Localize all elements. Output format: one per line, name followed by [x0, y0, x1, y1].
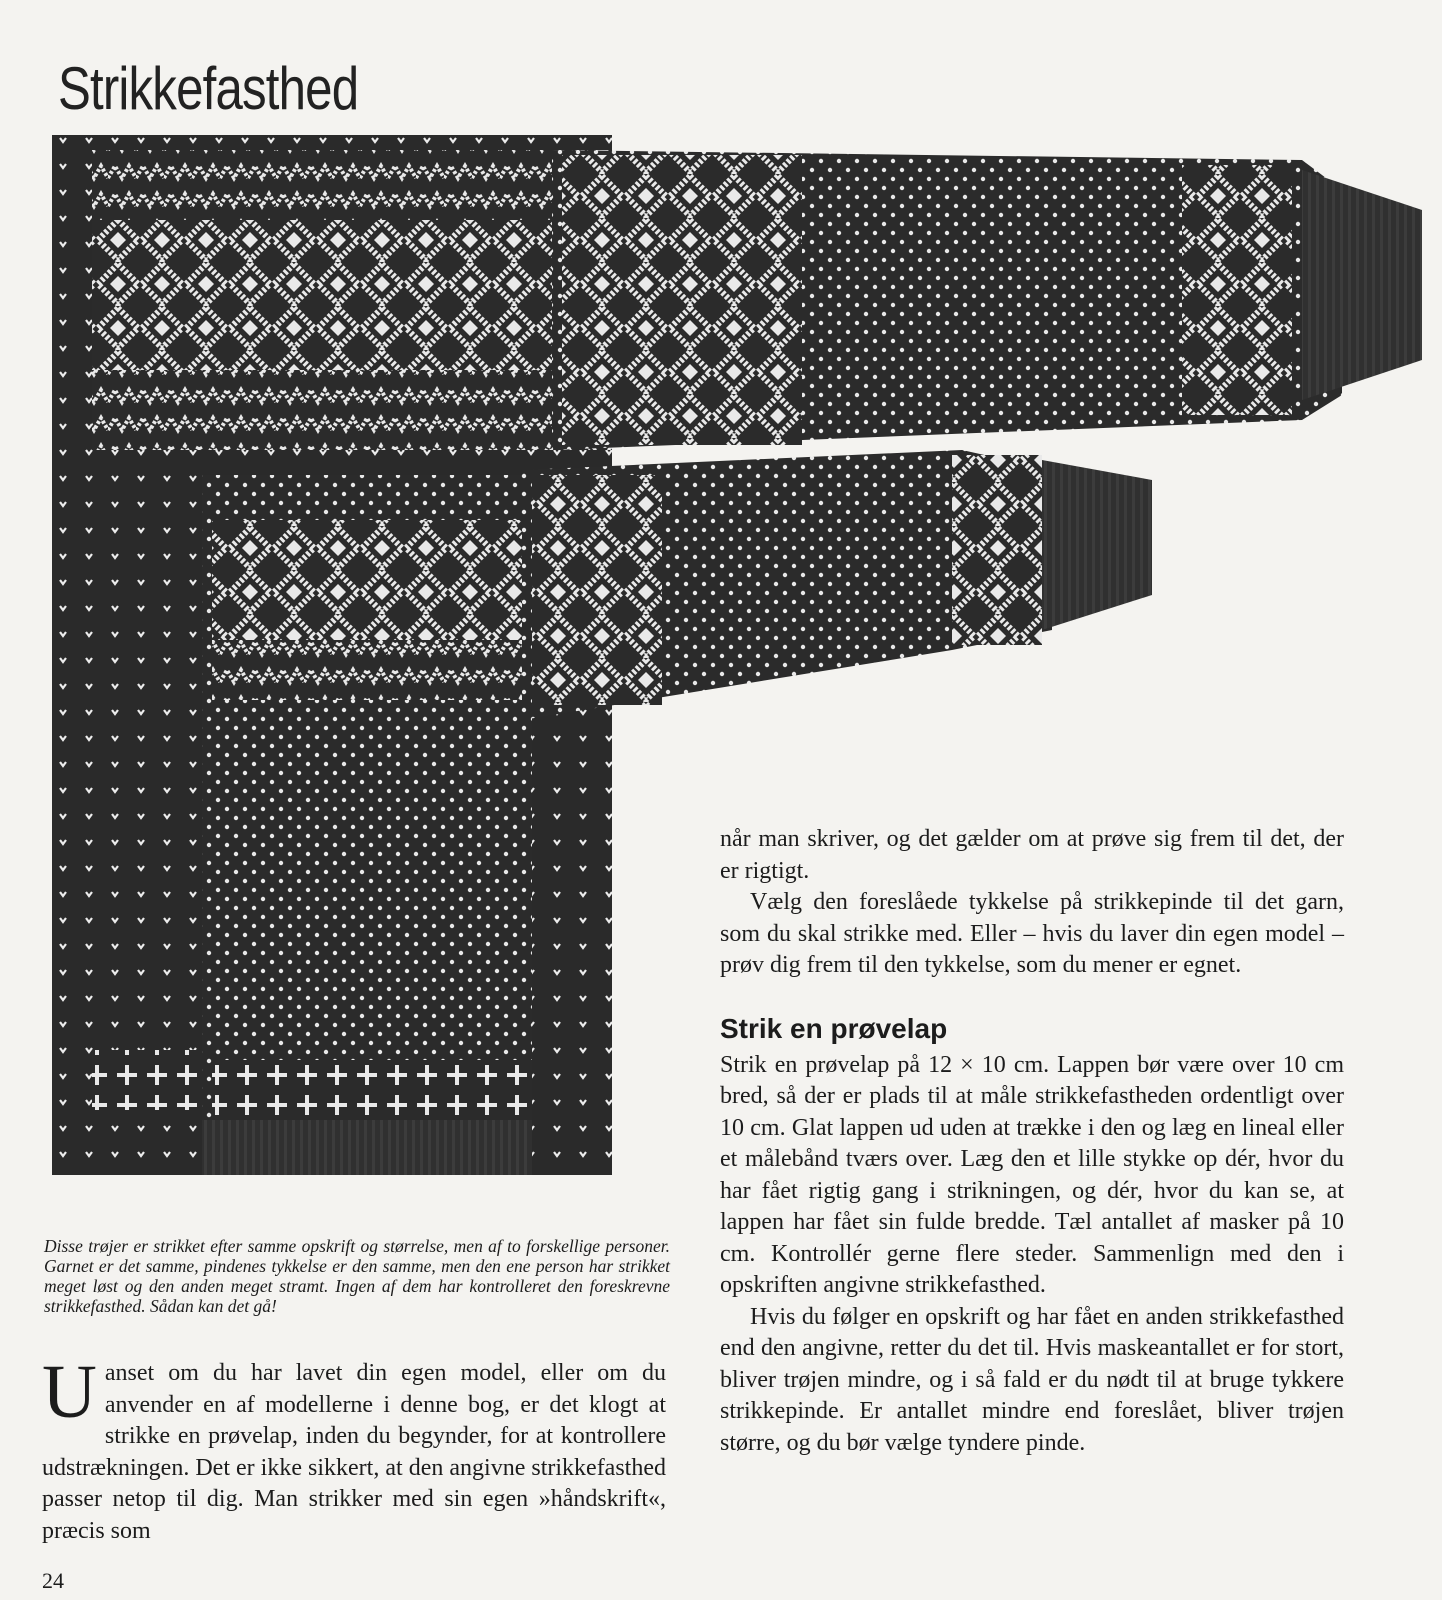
drop-cap: U — [42, 1350, 97, 1434]
paragraph-continued: når man skriver, og det gælder om at prøve sig frem til det, der er rigtigt. — [720, 826, 1344, 884]
intro-paragraph-text: anset om du har lavet din egen model, eller om du anvender en af modellerne i denne bog, er det klogt at strikke en prøvelap, inden du begynder, for at kontrollere udstrækningen. Det er ikke sikkert, at den angivne strikkefasthed passer netop til dig. Man strikker med sin egen »håndskrift«, præcis som — [42, 1360, 666, 1544]
page-title: Strikkefasthed — [58, 55, 359, 123]
section-heading: Strik en prøvelap — [720, 1012, 948, 1044]
paragraph-adjust: Hvis du følger en opskrift og har fået en anden strikkefasthed end den angivne, retter du det til. Hvis maskeantallet er for stort, bliver trøjen mindre, og i så fald er du nødt til at bruge tykkere strikkepinde. Er antallet mindre end foreslået, bliver trøjen større, og du bør vælge tyndere pinde. — [720, 1303, 1344, 1456]
paragraph-swatch: Strik en prøvelap på 12 × 10 cm. Lappen bør være over 10 cm bred, så der er plads til at måle strikkefastheden ordentligt over 10 cm. Glat lappen ud uden at trække i den og læg en lineal eller et målebånd tværs over. Læg den et lille stykke op dér, hvor du har fået rigtig gang i strikningen, og dér, hvor du kan se, at lappen har fået sin fulde bredde. Tæl antallet af masker på 10 cm. Kontrollér gerne flere steder. Sammenlign med den i opskriften angivne strikkefasthed. — [720, 1051, 1344, 1298]
left-column — [42, 1350, 666, 1547]
paragraph-needle-size: Vælg den foreslåede tykkelse på strikkepinde til det garn, som du skal strikke med. Eller – hvis du laver din egen model – prøv dig frem til den tykkelse, som du mener er egnet. — [720, 889, 1344, 978]
intro-paragraph — [42, 1350, 666, 1547]
figure-caption: Disse trøjer er strikket efter samme opskrift og størrelse, men af to forskellige personer. Garnet er det samme, pindenes tykkelse er den samme, men den ene person har strikket meget løst og den anden meget stramt. Ingen af dem har kontrolleret den foreskrevne strikkefasthed. Sådan kan det gå! — [44, 1235, 670, 1316]
right-column — [720, 824, 1344, 1459]
page-number: 24 — [42, 1568, 64, 1593]
